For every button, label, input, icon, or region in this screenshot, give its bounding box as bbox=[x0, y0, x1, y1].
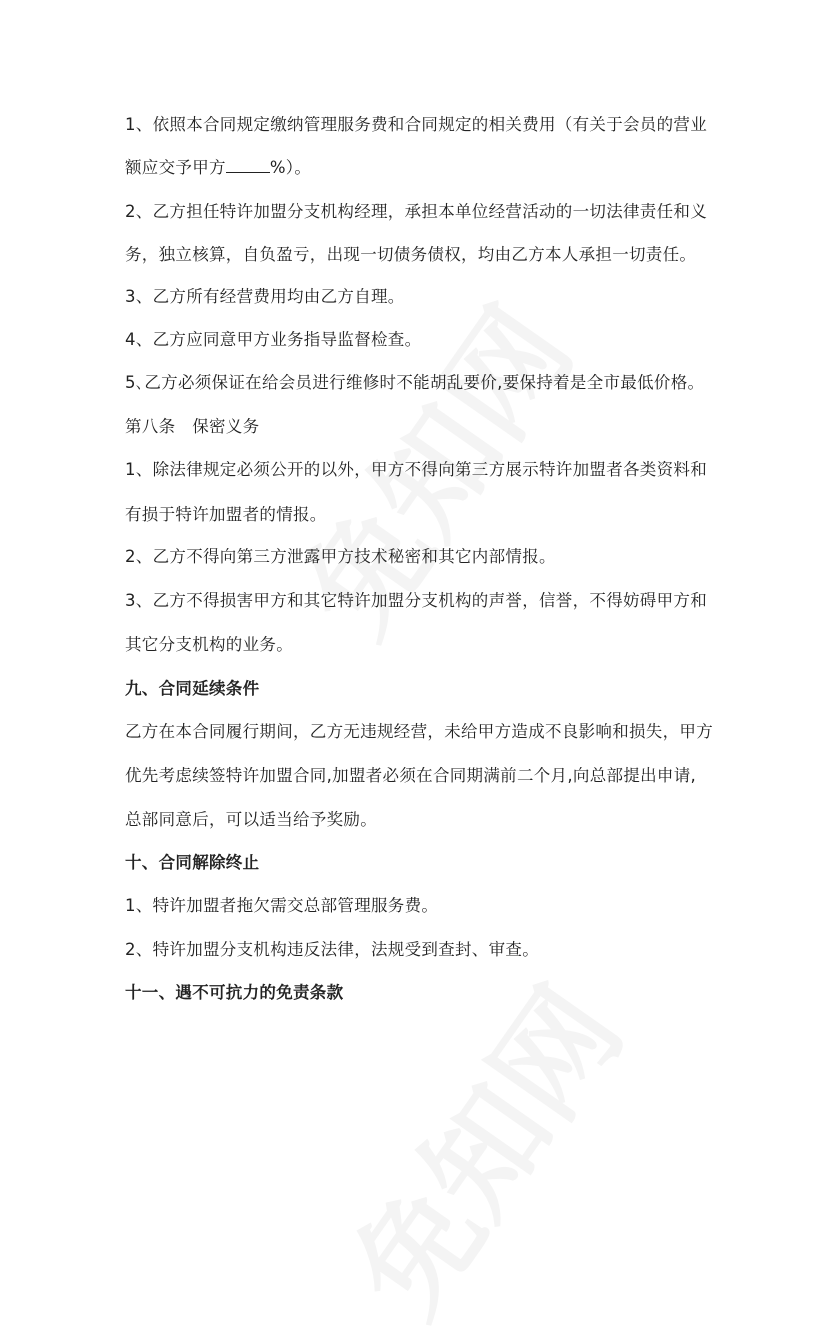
text: 额应交予甲方 bbox=[125, 158, 226, 177]
paragraph-line: 有损于特许加盟者的情报。 bbox=[125, 505, 327, 524]
paragraph-line: 1、特许加盟者拖欠需交总部管理服务费。 bbox=[125, 896, 439, 915]
section-heading: 十、合同解除终止 bbox=[125, 853, 260, 872]
paragraph-line: 总部同意后，可以适当给予奖励。 bbox=[125, 810, 377, 829]
paragraph-line: 优先考虑续签特许加盟合同,加盟者必须在合同期满前二个月,向总部提出申请, bbox=[125, 766, 697, 785]
paragraph-line bbox=[125, 157, 311, 179]
fill-in-blank bbox=[226, 158, 270, 173]
paragraph-line: 其它分支机构的业务。 bbox=[125, 635, 293, 654]
paragraph-line: 务，独立核算，自负盈亏，出现一切债务债权，均由乙方本人承担一切责任。 bbox=[125, 245, 697, 264]
section-heading: 十一、遇不可抗力的免责条款 bbox=[125, 983, 344, 1002]
paragraph-line: 5､乙方必须保证在给会员进行维修时不能胡乱要价,要保持着是全市最低价格。 bbox=[125, 373, 705, 392]
paragraph-line: 2、乙方担任特许加盟分支机构经理，承担本单位经营活动的一切法律责任和义 bbox=[125, 202, 707, 221]
paragraph-line: 3、乙方所有经营费用均由乙方自理。 bbox=[125, 287, 405, 306]
paragraph-line: 乙方在本合同履行期间，乙方无违规经营，未给甲方造成不良影响和损失，甲方 bbox=[125, 722, 713, 741]
section-heading: 九、合同延续条件 bbox=[125, 679, 260, 698]
watermark-lower bbox=[306, 949, 653, 1343]
paragraph-line: 1、除法律规定必须公开的以外，甲方不得向第三方展示特许加盟者各类资料和 bbox=[125, 460, 707, 479]
paragraph-line: 4、乙方应同意甲方业务指导监督检查。 bbox=[125, 330, 422, 349]
text: %）。 bbox=[269, 158, 312, 177]
paragraph-line: 3、乙方不得损害甲方和其它特许加盟分支机构的声誉，信誉，不得妨碍甲方和 bbox=[125, 591, 707, 610]
paragraph-line: 2、特许加盟分支机构违反法律，法规受到查封、审查。 bbox=[125, 940, 539, 959]
section-heading: 第八条 保密义务 bbox=[125, 417, 260, 436]
paragraph-line: 2、乙方不得向第三方泄露甲方技术秘密和其它内部情报。 bbox=[125, 547, 556, 566]
paragraph-line: 1、依照本合同规定缴纳管理服务费和合同规定的相关费用（有关于会员的营业 bbox=[125, 115, 707, 134]
